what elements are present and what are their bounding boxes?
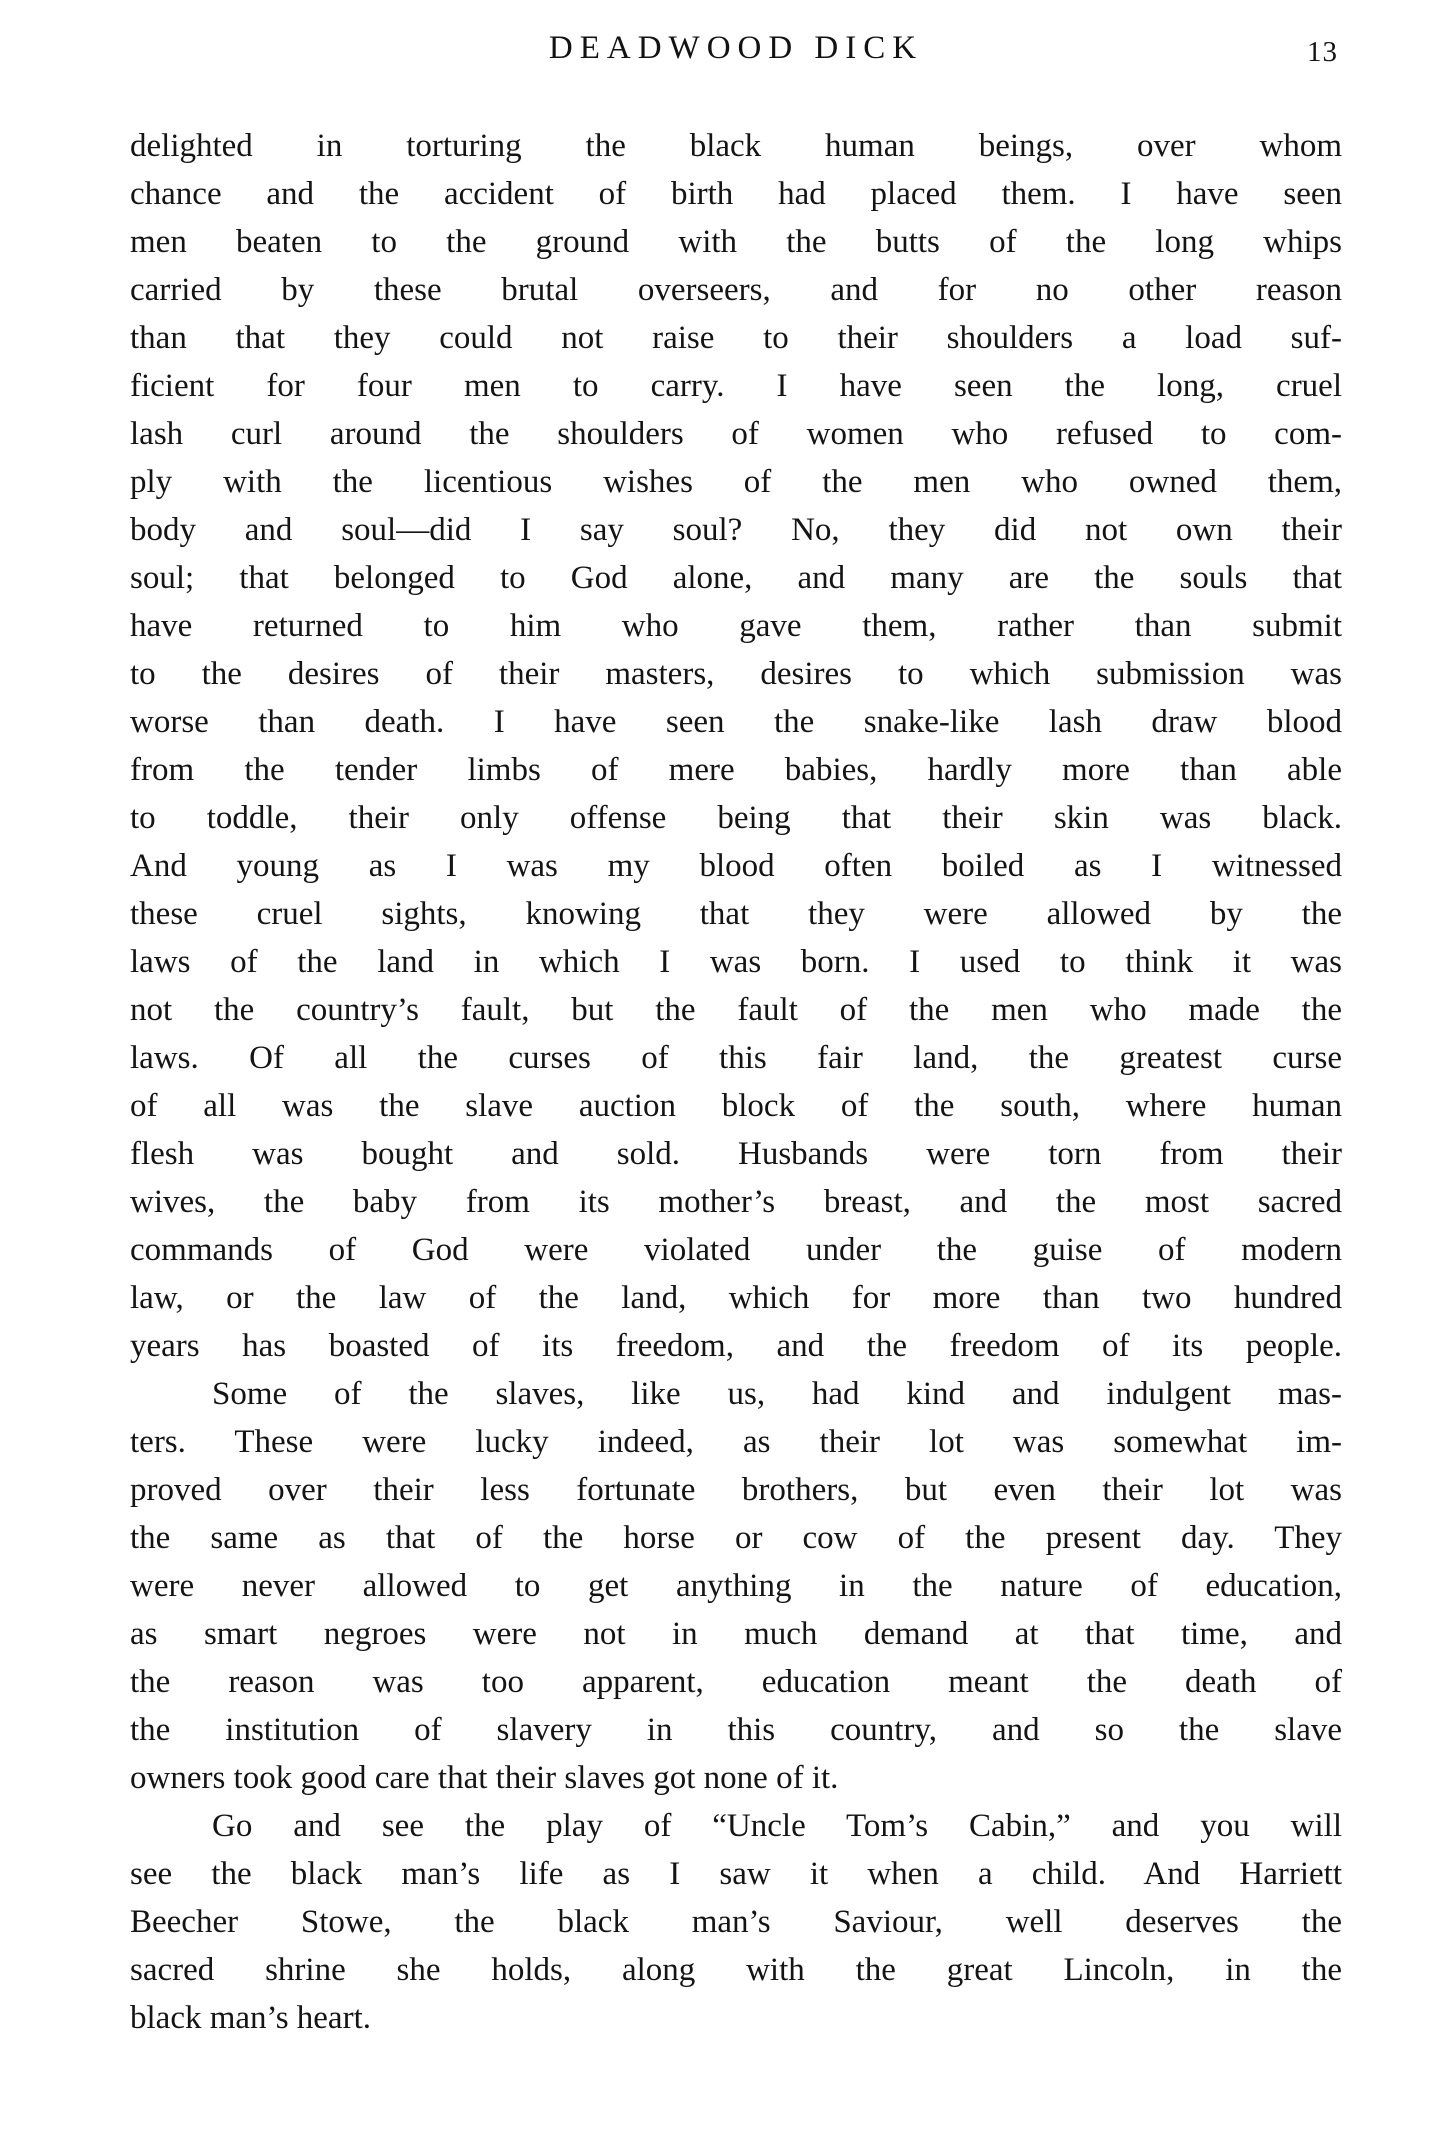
text-line: flesh was bought and sold. Husbands were torn from their — [130, 1136, 1342, 1172]
text-line: commands of God were violated under the guise of modern — [130, 1232, 1342, 1268]
page-header — [130, 30, 1342, 82]
text-line: as smart negroes were not in much demand at that time, and — [130, 1616, 1342, 1652]
text-line: not the country’s fault, but the fault of the men who made the — [130, 992, 1342, 1028]
text-line: black man’s heart. — [130, 2000, 371, 2036]
text-line: wives, the baby from its mother’s breast, and the most sacred — [130, 1184, 1342, 1220]
paragraph — [130, 122, 1342, 1370]
text-line: laws. Of all the curses of this fair land, the greatest curse — [130, 1040, 1342, 1076]
text-line: from the tender limbs of mere babies, hardly more than able — [130, 752, 1342, 788]
text-line: And young as I was my blood often boiled as I witnessed — [130, 848, 1342, 884]
text-line: body and soul—did I say soul? No, they did not own their — [130, 512, 1342, 548]
text-line: were never allowed to get anything in the nature of education, — [130, 1568, 1342, 1604]
text-line: delighted in torturing the black human beings, over whom — [130, 128, 1342, 164]
page-number: 13 — [1307, 36, 1338, 68]
text-line: have returned to him who gave them, rather than submit — [130, 608, 1342, 644]
text-line: soul; that belonged to God alone, and many are the souls that — [130, 560, 1342, 596]
text-line: the same as that of the horse or cow of the present day. They — [130, 1520, 1342, 1556]
text-line: worse than death. I have seen the snake-like lash draw blood — [130, 704, 1342, 740]
text-line: sacred shrine she holds, along with the great Lincoln, in the — [130, 1952, 1342, 1988]
text-line: proved over their less fortunate brothers, but even their lot was — [130, 1472, 1342, 1508]
text-line: the reason was too apparent, education meant the death of — [130, 1664, 1342, 1700]
text-line: the institution of slavery in this country, and so the slave — [130, 1712, 1342, 1748]
text-line: to the desires of their masters, desires to which submission was — [130, 656, 1342, 692]
text-line: owners took good care that their slaves got none of it. — [130, 1760, 839, 1796]
text-line: Beecher Stowe, the black man’s Saviour, well deserves the — [130, 1904, 1342, 1940]
paragraph — [130, 1802, 1342, 2042]
text-line: these cruel sights, knowing that they were allowed by the — [130, 896, 1342, 932]
text-line: ply with the licentious wishes of the men who owned them, — [130, 464, 1342, 500]
text-line: men beaten to the ground with the butts of the long whips — [130, 224, 1342, 260]
text-line: years has boasted of its freedom, and the freedom of its people. — [130, 1328, 1342, 1364]
page-body — [130, 122, 1342, 2042]
text-line: law, or the law of the land, which for more than two hundred — [130, 1280, 1342, 1316]
text-line: see the black man’s life as I saw it when a child. And Harriett — [130, 1856, 1342, 1892]
text-line: to toddle, their only offense being that their skin was black. — [130, 800, 1342, 836]
text-line: chance and the accident of birth had placed them. I have seen — [130, 176, 1342, 212]
text-line: of all was the slave auction block of the south, where human — [130, 1088, 1342, 1124]
text-line: ficient for four men to carry. I have seen the long, cruel — [130, 368, 1342, 404]
text-line: ters. These were lucky indeed, as their lot was somewhat im- — [130, 1424, 1342, 1460]
text-line: Some of the slaves, like us, had kind and indulgent mas- — [212, 1376, 1342, 1412]
text-line: than that they could not raise to their shoulders a load suf- — [130, 320, 1342, 356]
running-title: DEADWOOD DICK — [548, 30, 924, 66]
text-line: carried by these brutal overseers, and for no other reason — [130, 272, 1342, 308]
paragraph — [130, 1370, 1342, 1802]
text-line: laws of the land in which I was born. I used to think it was — [130, 944, 1342, 980]
text-line: lash curl around the shoulders of women who refused to com- — [130, 416, 1342, 452]
text-line: Go and see the play of “Uncle Tom’s Cabin,” and you will — [212, 1808, 1342, 1844]
